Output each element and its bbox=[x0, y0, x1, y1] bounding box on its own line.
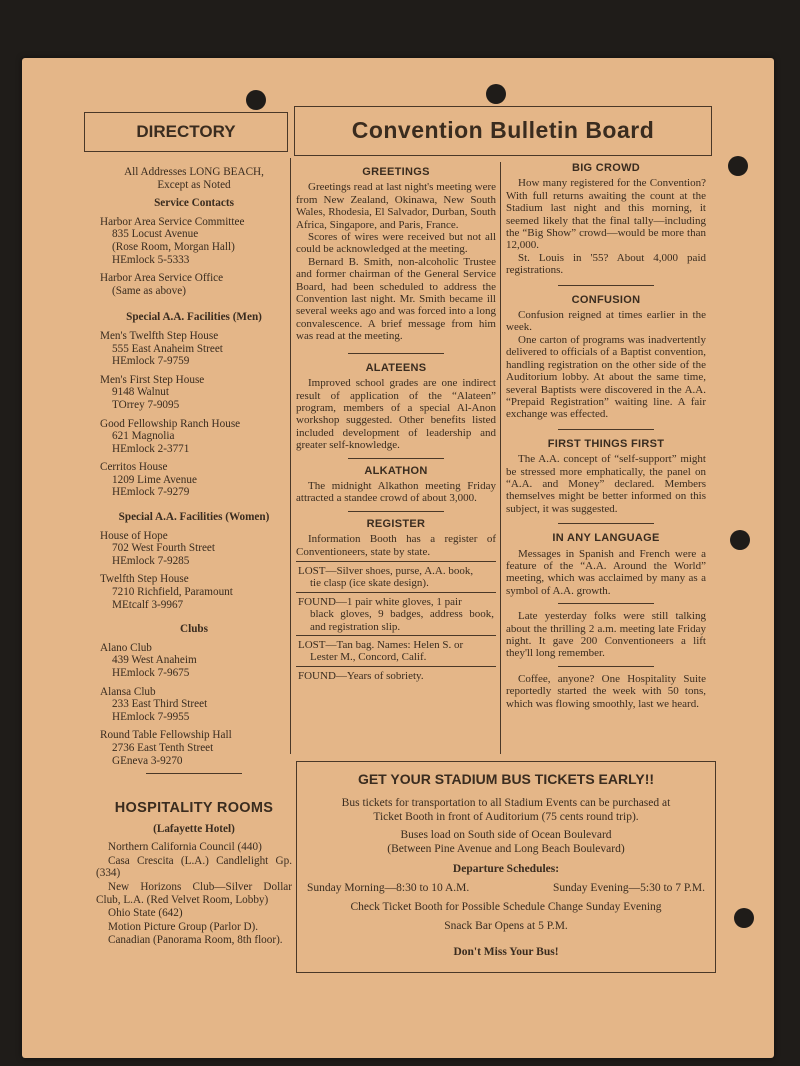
punch-hole bbox=[486, 84, 506, 104]
greetings-heading: GREETINGS bbox=[362, 166, 430, 178]
bulletin-right-column: BIG CROWD How many registered for the Convention? With full returns awaiting the count at the Stadium last night and this morning, it seemed likely that the final tally—including the “Big Show” crowd—would be more than 12,000. St. Louis in '55? About 4,000 paid registrations. CONFUSION Confusion reigned at times earlier in the week. One carton of programs was inadvertently delivered to officials of a Baptist convention, handling registration on the other side of the Auditorium lobby. At about the same time, several Baptists were discovered in the A.A. “Prepaid Registration” waiting line. A fair exchange was effected. FIRST THINGS FIRST The A.A. concept of “self-support” might be stressed more emphatically, the panel on “A.A. and Money” declared. Members themselves might be better informed on this subject, it was suggested. IN ANY LANGUAGE Messages in Spanish and French were a feature of the “A.A. Around the World” meeting, which was acclaimed by many as a symbol of A.A. growth. Late yesterday folks were still talking about the thrilling 2 a.m. meeting late Friday night. It gave 200 Conventioneers a lift they'll long remember. Coffee, anyone? One Hospitality Suite reportedly started the week with 50 tons, which was flowing smoothly, last we heard. bbox=[506, 162, 706, 710]
directory-entry: Twelfth Step House 7210 Richfield, Paramount MEtcalf 3-9967 bbox=[100, 573, 233, 611]
hospitality-title: HOSPITALITY ROOMS bbox=[114, 800, 274, 816]
lost-found-item: LOST—Silver shoes, purse, A.A. book, tie clasp (ice skate design). bbox=[296, 561, 496, 592]
directory-entry: Harbor Area Service Office (Same as above) bbox=[100, 272, 224, 297]
punch-hole bbox=[728, 156, 748, 176]
hospitality-subtitle: (Lafayette Hotel) bbox=[153, 822, 235, 835]
column-divider bbox=[500, 162, 501, 754]
directory-entry: Harbor Area Service Committee 835 Locust Avenue (Rose Room, Morgan Hall) HEmlock 5-5333 bbox=[100, 215, 245, 266]
divider bbox=[348, 511, 444, 512]
lost-found-item: FOUND—Years of sobriety. bbox=[296, 666, 496, 684]
directory-entry: Men's Twelfth Step House 555 East Anaheim Street HEmlock 7-9759 bbox=[100, 329, 223, 368]
punch-hole bbox=[730, 530, 750, 550]
dont-miss-bus: Don't Miss Your Bus! bbox=[453, 946, 559, 958]
lost-found-item: FOUND—1 pair white gloves, 1 pair black gloves, 9 badges, address book, and registration slip. bbox=[296, 592, 496, 635]
bulletin-sheet bbox=[22, 58, 774, 1058]
alateens-heading: ALATEENS bbox=[365, 361, 427, 374]
women-facilities-heading: Special A.A. Facilities (Women) bbox=[118, 511, 270, 524]
divider bbox=[558, 285, 654, 286]
directory-entry: House of Hope 702 West Fourth Street HEmlock 7-9285 bbox=[100, 529, 215, 567]
directory-entry: Round Table Fellowship Hall 2736 East Tenth Street GEneva 3-9270 bbox=[100, 729, 232, 767]
directory-entry: Alansa Club 233 East Third Street HEmlock 7-9955 bbox=[100, 685, 208, 723]
register-heading: REGISTER bbox=[366, 517, 426, 530]
hospitality-section: HOSPITALITY ROOMS (Lafayette Hotel) Northern California Council (440) Casa Crescita (L.A.) Candlelight Gp. (334) New Horizons Club—Silver Dollar Club, L.A. (Red Velvet Room, Lobby) Ohio State (642) Motion Picture Group (Parlor D). Canadian (Panorama Room, 8th floor). bbox=[96, 800, 292, 947]
men-facilities-heading: Special A.A. Facilities (Men) bbox=[126, 311, 262, 324]
divider bbox=[146, 773, 242, 774]
divider bbox=[348, 458, 444, 459]
bulletin-title: Convention Bulletin Board bbox=[351, 117, 655, 143]
bus-title: GET YOUR STADIUM BUS TICKETS EARLY!! bbox=[357, 771, 655, 787]
divider bbox=[348, 353, 444, 354]
any-language-heading: IN ANY LANGUAGE bbox=[552, 532, 660, 545]
bus-tickets-box: GET YOUR STADIUM BUS TICKETS EARLY!! Bus tickets for transportation to all Stadium Events can be purchased at Ticket Booth in front of Auditorium (75 cents round trip). Buses load on South side of Ocean Boulevard (Between Pine Avenue and Long Beach Boulevard) Departure Schedules: Sunday Morning—8:30 to 10 A.M. Sunday Evening—5:30 to 7 P.M. Check Ticket Booth for Possible Schedule Change Sunday Evening Snack Bar Opens at 5 P.M. Don't Miss Your Bus! bbox=[296, 761, 716, 973]
directory-intro: All Addresses LONG BEACH, Except as Noted bbox=[124, 166, 264, 191]
divider bbox=[558, 523, 654, 524]
service-contacts-heading: Service Contacts bbox=[154, 197, 234, 210]
clubs-heading: Clubs bbox=[180, 623, 208, 636]
first-things-heading: FIRST THINGS FIRST bbox=[547, 437, 665, 450]
confusion-heading: CONFUSION bbox=[571, 293, 641, 306]
divider bbox=[558, 429, 654, 430]
directory-entry: Cerritos House 1209 Lime Avenue HEmlock 7-9279 bbox=[100, 461, 197, 499]
directory-title: DIRECTORY bbox=[136, 122, 236, 141]
divider bbox=[558, 666, 654, 667]
directory-entry: Alano Club 439 West Anaheim HEmlock 7-9675 bbox=[100, 641, 197, 679]
divider bbox=[558, 603, 654, 604]
directory-entry: Men's First Step House 9148 Walnut TOrrey 7-9095 bbox=[100, 373, 205, 411]
bulletin-header bbox=[294, 106, 712, 156]
bulletin-middle-column: GREETINGS Greetings read at last night's meeting were from New Zealand, Okinawa, New South Wales, Rhodesia, El Salvador, Durban, South Africa, Singapore, and Paris, France. Scores of wires were received but not all could be acknowledged at the meeting. Bernard B. Smith, non-alcoholic Trustee and former chairman of the General Service Board, had been scheduled to address the Convention last night. Mr. Smith became ill several weeks ago and was forced into a long convalescence. A brief message from him was read at the meeting. ALATEENS Improved school grades are one indirect result of application of the “Alateen” program, members of a special Al-Anon workshop suggested. Other benefits listed included development of leadership and greater self-knowledge. ALKATHON The midnight Alkathon meeting Friday attracted a standee crowd of about 3,000. REGISTER Information Booth has a register of Conventioneers, state by state. LOST—Silver shoes, purse, A.A. book, tie clasp (ice skate design). FOUND—1 pair white gloves, 1 pair black gloves, 9 badges, address book, and registration slip. LOST—Tan bag. Names: Helen S. or Lester M., Concord, Calif. FOUND—Years of sobriety. bbox=[296, 166, 496, 684]
big-crowd-heading: BIG CROWD bbox=[571, 162, 641, 174]
schedule-row: Sunday Morning—8:30 to 10 A.M. Sunday Evening—5:30 to 7 P.M. bbox=[307, 882, 705, 894]
departure-schedules-heading: Departure Schedules: bbox=[452, 863, 560, 875]
lost-found-item: LOST—Tan bag. Names: Helen S. or Lester M., Concord, Calif. bbox=[296, 635, 496, 666]
punch-hole bbox=[246, 90, 266, 110]
directory-entry: Good Fellowship Ranch House 621 Magnolia HEmlock 2-3771 bbox=[100, 417, 241, 455]
directory-header bbox=[84, 112, 288, 152]
directory-column bbox=[94, 166, 294, 779]
alkathon-heading: ALKATHON bbox=[364, 464, 428, 477]
punch-hole bbox=[734, 908, 754, 928]
